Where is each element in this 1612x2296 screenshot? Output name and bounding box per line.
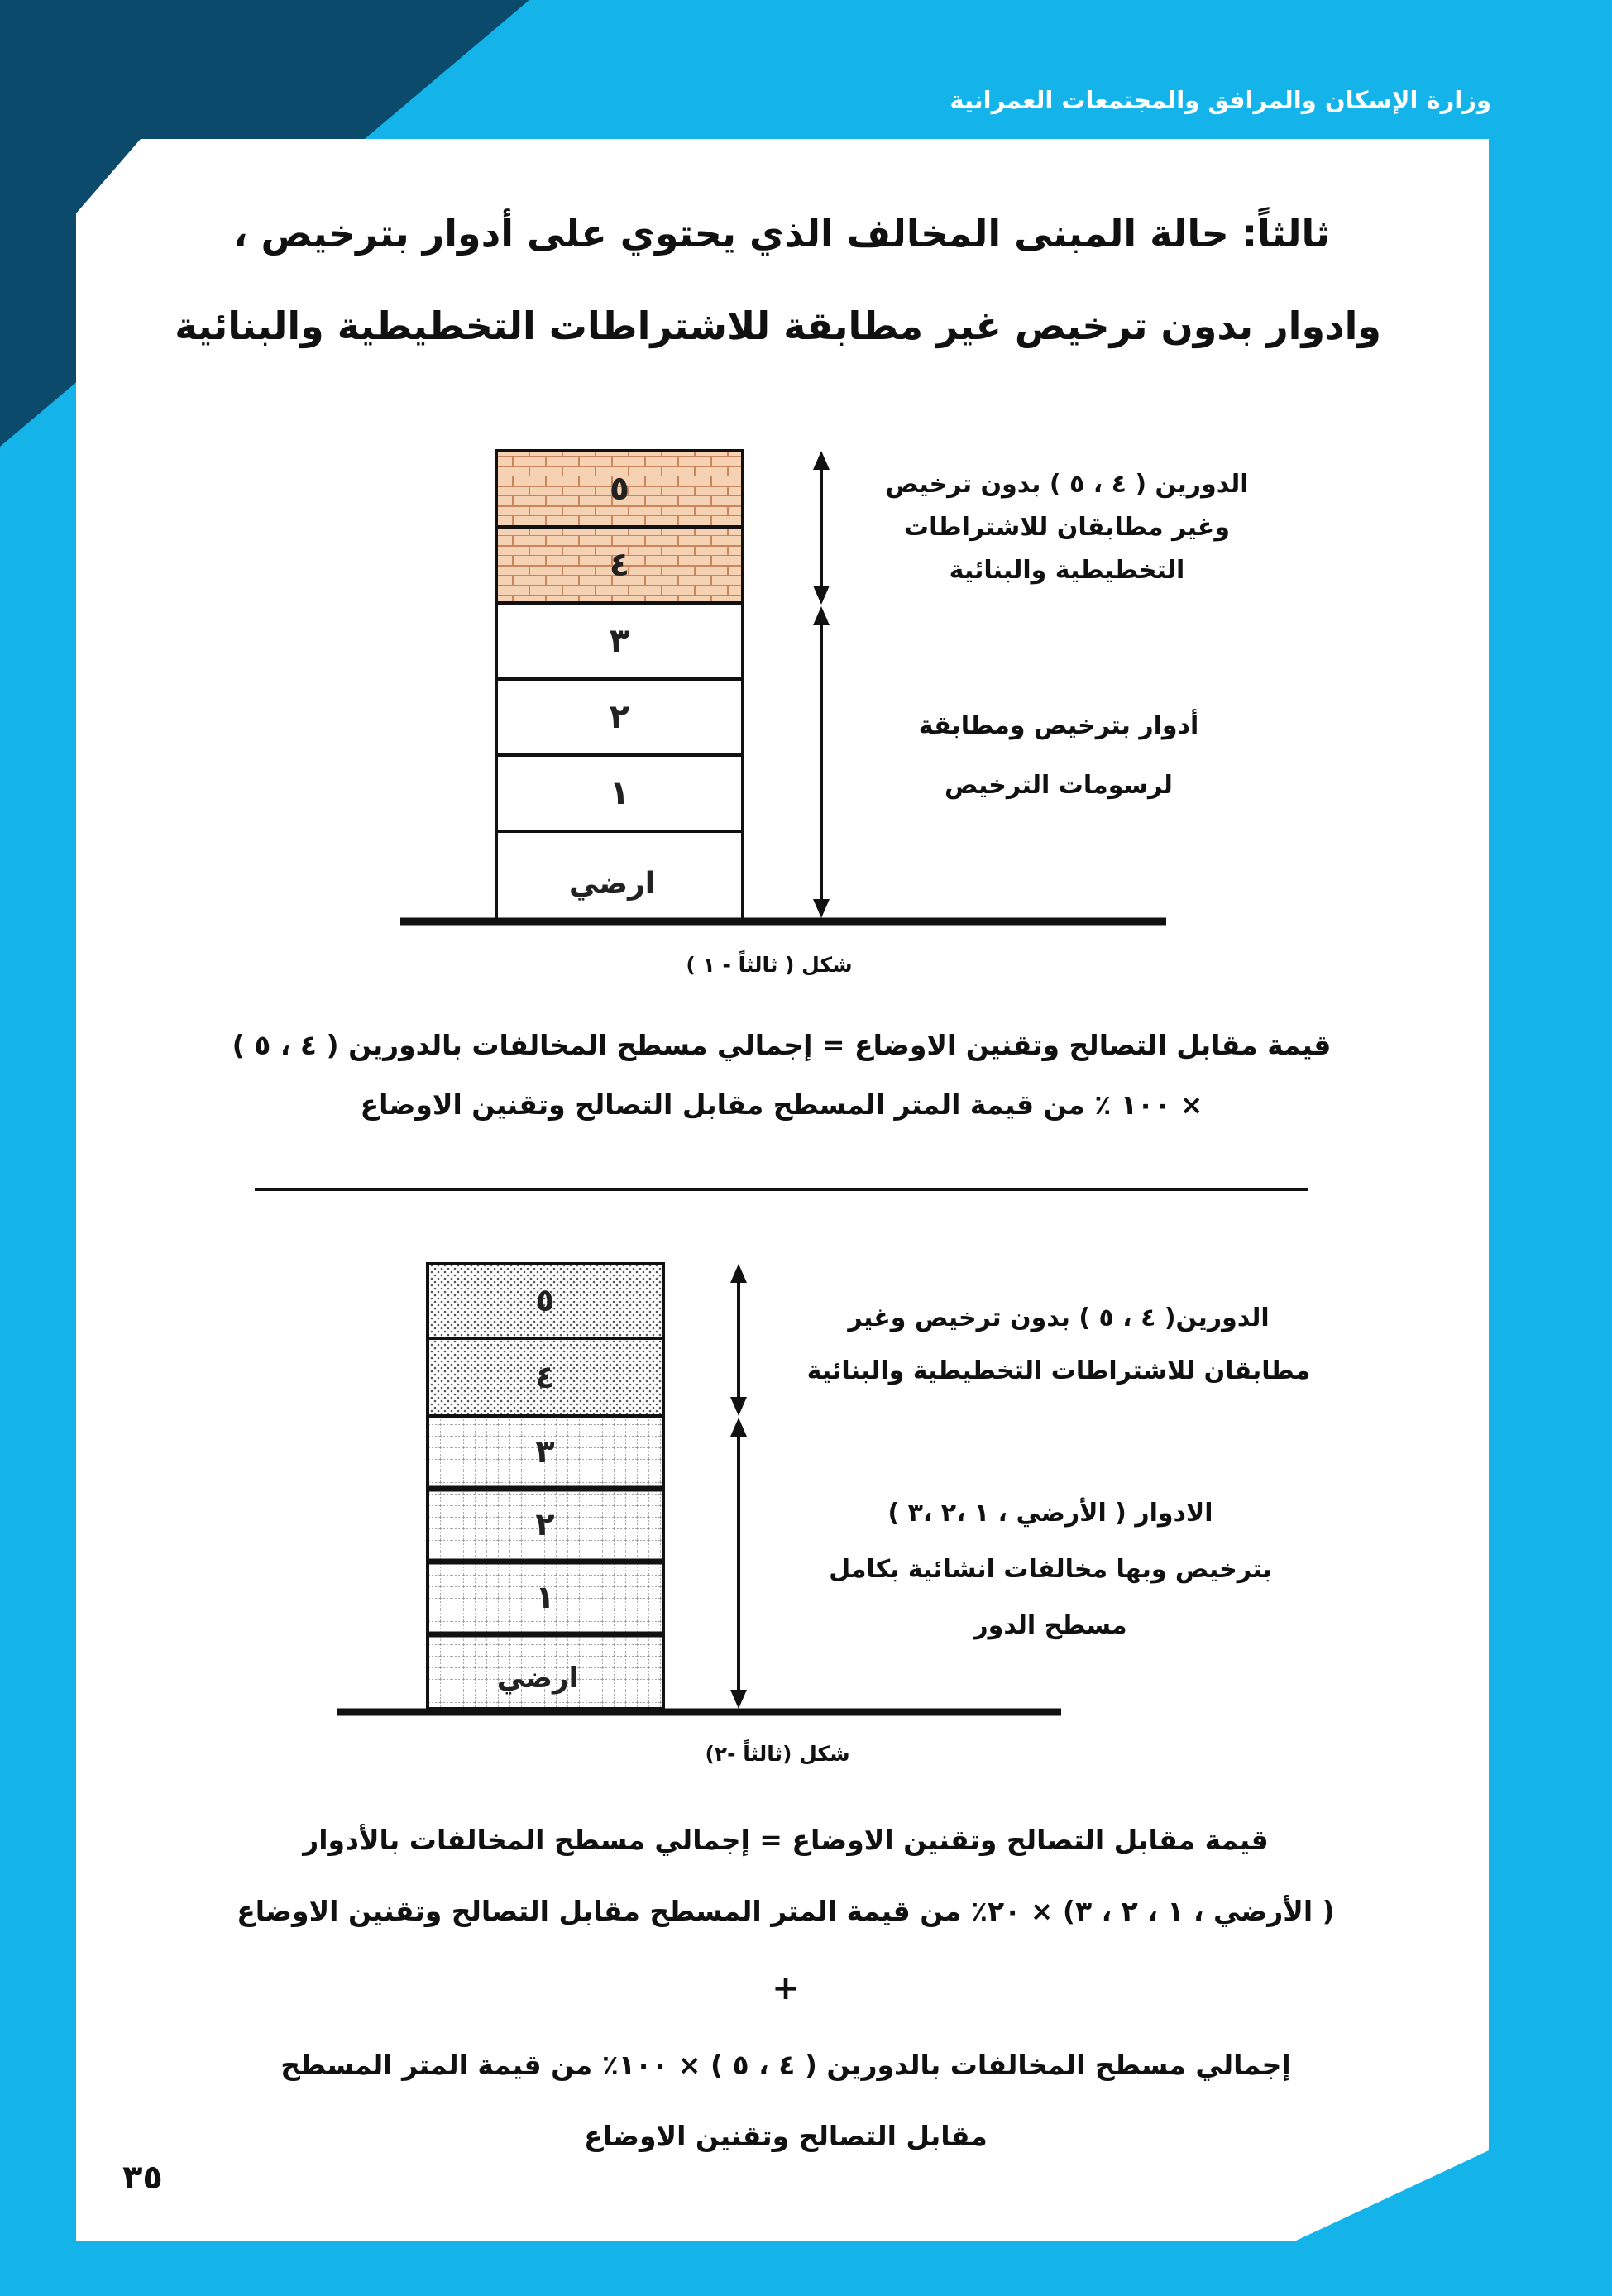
- floor-1-label: ١: [609, 774, 630, 812]
- label-line: الادوار ( الأرضي ، ١ ،٢ ،٣ ): [887, 1499, 1213, 1528]
- title-line-2: وادوار بدون ترخيص غير مطابقة للاشتراطات التخطيطية والبنائية: [175, 304, 1381, 348]
- label-line: بترخيص وبها مخالفات انشائية بكامل: [829, 1555, 1272, 1584]
- formula-line: قيمة مقابل التصالح وتقنين الاوضاع = إجمالي مسطح المخالفات بالدورين ( ٤ ، ٥ ): [232, 1029, 1332, 1061]
- label-line: مسطح الدور: [973, 1611, 1127, 1640]
- label-line: لرسومات الترخيص: [945, 771, 1173, 800]
- label-line: مطابقان للاشتراطات التخطيطية والبنائية: [806, 1356, 1311, 1385]
- floor-3-label: ٣: [535, 1433, 555, 1470]
- label-line: وغير مطابقان للاشتراطات: [903, 513, 1231, 542]
- floor-2-label: ٢: [609, 698, 630, 736]
- figure1-caption: شكل ( ثالثاً - ١ ): [686, 953, 853, 977]
- page-number: ٣٥: [122, 2159, 163, 2197]
- figure1-lower-label: [877, 696, 1241, 816]
- plus-sign: +: [772, 1969, 800, 2007]
- floor-3-label: ٣: [609, 622, 630, 660]
- floor-4-label: ٤: [535, 1359, 555, 1395]
- figure2-caption: شكل (ثالثاً -٢): [705, 1742, 850, 1766]
- label-line: التخطيطية والبنائية: [949, 556, 1185, 585]
- label-line: أدوار بترخيص ومطابقة: [918, 711, 1199, 740]
- floor-2-label: ٢: [535, 1506, 555, 1543]
- formula-line: مقابل التصالح وتقنين الاوضاع: [584, 2120, 988, 2152]
- label-line: الدورين( ٤ ، ٥ ) بدون ترخيص وغير: [848, 1303, 1270, 1332]
- title-line-1: ثالثاً: حالة المبنى المخالف الذي يحتوي على أدوار بترخيص ،: [232, 211, 1331, 256]
- floor-5-label: ٥: [609, 470, 630, 508]
- figure1-upper-label: [852, 463, 1282, 592]
- figure2-upper-label: [777, 1292, 1340, 1398]
- floor-ground-label: ارضي: [496, 1662, 579, 1695]
- formula-2: [190, 1805, 1381, 2172]
- figure2-lower-label: [794, 1485, 1307, 1654]
- formula-1: [207, 1016, 1356, 1135]
- floor-1-label: ١: [535, 1579, 555, 1615]
- formula-line: قيمة مقابل التصالح وتقنين الاوضاع = إجمالي مسطح المخالفات بالأدوار: [303, 1824, 1269, 1856]
- floor-ground-label: ارضي: [568, 867, 656, 901]
- label-line: الدورين ( ٤ ، ٥ ) بدون ترخيص: [885, 470, 1249, 499]
- formula-line: ( الأرضي ، ١ ، ٢ ، ٣) × ٢٠٪ من قيمة المتر المسطح مقابل التصالح وتقنين الاوضاع: [237, 1895, 1335, 1927]
- ministry-header: وزارة الإسكان والمرافق والمجتمعات العمرانية: [950, 86, 1491, 114]
- formula-line: إجمالي مسطح المخالفات بالدورين ( ٤ ، ٥ ) × ١٠٠٪ من قيمة المتر المسطح: [280, 2049, 1291, 2081]
- floor-4-label: ٤: [609, 546, 630, 584]
- formula-line: × ١٠٠ ٪ من قيمة المتر المسطح مقابل التصالح وتقنين الاوضاع: [360, 1088, 1203, 1121]
- section-title: [175, 187, 1381, 372]
- floor-5-label: ٥: [535, 1282, 555, 1318]
